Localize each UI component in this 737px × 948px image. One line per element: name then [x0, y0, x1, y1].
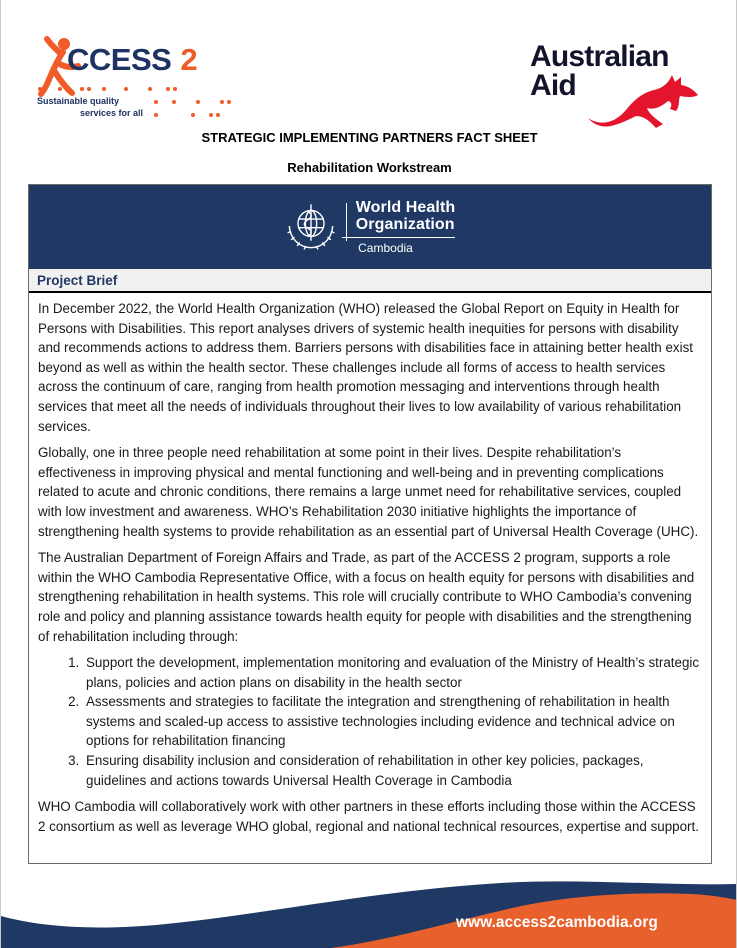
access2-wordmark	[67, 42, 197, 78]
access2-numeral: 2	[180, 42, 198, 77]
australian-aid-line2: Aid	[530, 69, 576, 102]
document-title: STRATEGIC IMPLEMENTING PARTNERS FACT SHEET	[201, 130, 538, 145]
access2-tagline	[37, 95, 149, 119]
footer-wave-graphic	[1, 848, 737, 948]
who-country-label: Cambodia	[358, 241, 413, 255]
access2-tagline-line2: services for all	[79, 108, 143, 118]
fact-sheet-table	[28, 184, 712, 864]
closing-paragraph: WHO Cambodia will collaboratively work with other partners in these efforts including those within the ACCESS 2 consortium as well as leverage WHO global, regional and national technical resources, expertise and support.	[38, 799, 699, 834]
paragraph-1: In December 2022, the World Health Organization (WHO) released the Global Report on Equity in Health for Persons with Disabilities. This report analyses drivers of systemic health inequities for persons with disability and recommends actions to address them. Barriers persons with disabilities face in attaining better health exist beyond as well as within the health sector. These challenges include all forms of access to health services across the continuum of care, ranging from health promotion messaging and interventions through health services that meet all the needs of individuals throughout their lives to low availability of various rehabilitation services.	[38, 301, 693, 434]
who-logo-divider	[346, 203, 347, 241]
list-item-3: 3. Ensuring disability inclusion and consideration of rehabilitation in other key policies, packages, guidelines and actions towards Universal Health Coverage in Cambodia	[83, 751, 702, 790]
who-logo	[285, 199, 456, 255]
access2-tagline-line1: Sustainable quality	[37, 96, 120, 106]
list-item-2: 2. Assessments and strategies to facilitate the integration and strengthening of rehabilitation in health systems and scaled-up access to assistive technologies including evidence and technical advice on options for rehabilitation financing	[83, 692, 702, 751]
access2-wordmark-text: CCESS	[67, 42, 172, 77]
paragraph-2: Globally, one in three people need rehabilitation at some point in their lives. Despite rehabilitation’s effectiveness in improving physical and mental functioning and well-being and in preventing complications related to acute and chronic conditions, there remains a large unmet need for rehabilitative services, coupled with low investment and awareness. WHO’s Rehabilitation 2030 initiative highlights the importance of strengthening health systems to provide rehabilitation as an essential part of Universal Health Coverage (UHC).	[38, 445, 699, 539]
numbered-list	[38, 653, 702, 790]
braille-dots-icon	[38, 87, 42, 91]
document-subtitle: Rehabilitation Workstream	[287, 160, 452, 175]
who-name-line1: World Health	[355, 199, 456, 216]
who-logo-rule	[342, 237, 456, 238]
list-item-1: 1. Support the development, implementation monitoring and evaluation of the Ministry of Health’s strategic plans, policies and action plans on disability in the health sector	[83, 653, 702, 692]
australian-aid-line1: Australian	[530, 40, 669, 73]
section-header-project-brief: Project Brief	[29, 269, 711, 293]
footer-website-link[interactable]: www.access2cambodia.org	[456, 914, 658, 931]
project-brief-body	[29, 293, 711, 863]
australian-aid-logo	[530, 42, 715, 126]
paragraph-3: The Australian Department of Foreign Affairs and Trade, as part of the ACCESS 2 program, supports a role within the WHO Cambodia Representative Office, with a focus on health equity for persons with disabilities and strengthening rehabilitation in health systems. This role will crucially contribute to WHO Cambodia’s convening role and policy and planning assistance towards health equity for people with disabilities and the strengthening of rehabilitation including through:	[38, 550, 695, 644]
access2-logo	[37, 34, 267, 126]
kangaroo-icon	[586, 74, 708, 130]
who-banner	[29, 185, 711, 269]
who-name-line2: Organization	[355, 216, 455, 233]
